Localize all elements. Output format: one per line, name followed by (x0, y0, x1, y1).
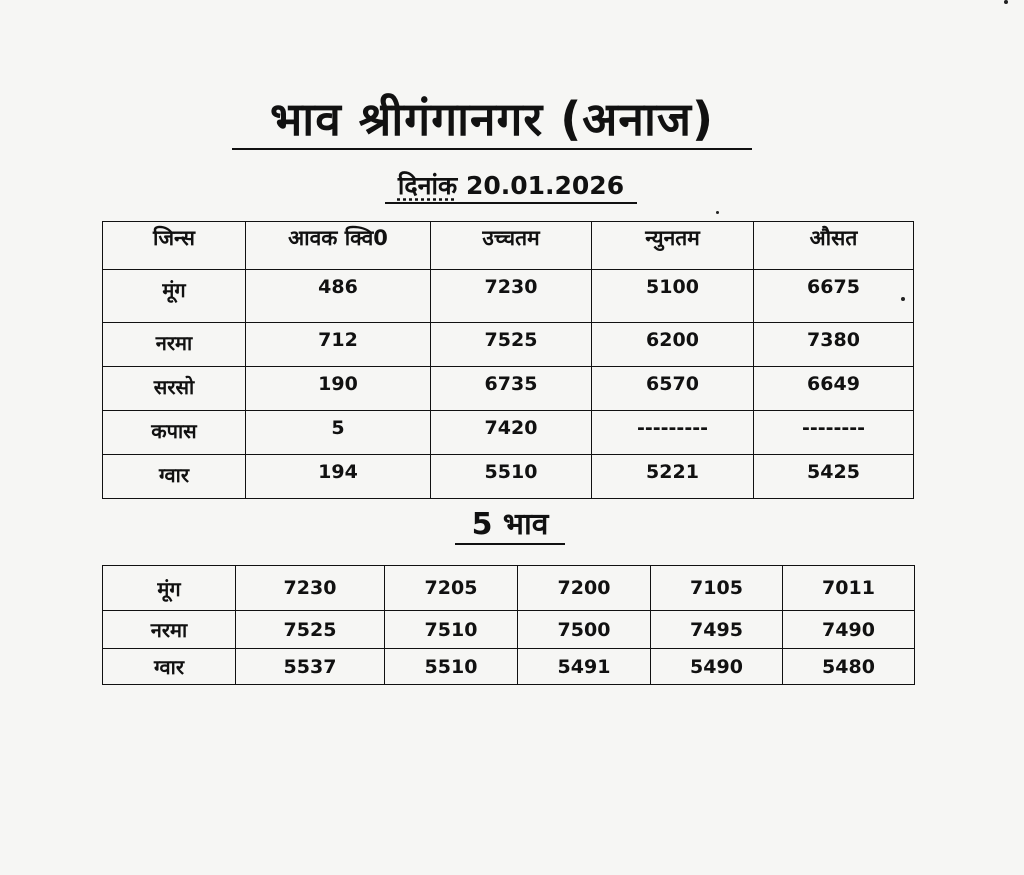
row-crop: मूंग (103, 270, 246, 323)
row-crop: कपास (103, 411, 246, 455)
row-lowest: --------- (592, 411, 754, 455)
rate-cell: 7105 (651, 566, 783, 611)
row-highest: 5510 (431, 455, 592, 499)
table-header-row (103, 222, 914, 270)
date-label: दिनांक (397, 171, 458, 200)
row-highest: 7525 (431, 323, 592, 367)
row-lowest: 6200 (592, 323, 754, 367)
print-speck (1004, 0, 1008, 4)
row-crop: ग्वार (103, 649, 236, 685)
table-row (103, 411, 914, 455)
rate-cell: 7490 (783, 611, 915, 649)
table-row (103, 367, 914, 411)
date-value: 20.01.2026 (465, 171, 625, 200)
row-arrival: 190 (246, 367, 431, 411)
print-speck (901, 297, 905, 301)
row-average: 6649 (754, 367, 914, 411)
row-arrival: 486 (246, 270, 431, 323)
header-arrival: आवक क्वि0 (246, 222, 431, 270)
rate-cell: 7495 (651, 611, 783, 649)
date-line (385, 170, 637, 204)
rate-cell: 7200 (518, 566, 651, 611)
rate-cell: 5480 (783, 649, 915, 685)
row-lowest: 6570 (592, 367, 754, 411)
page-title: भाव श्रीगंगानगर (अनाज) (232, 92, 752, 150)
table-row (103, 455, 914, 499)
rate-cell: 7525 (236, 611, 385, 649)
row-average: 5425 (754, 455, 914, 499)
header-average: औसत (754, 222, 914, 270)
rates-table (102, 221, 914, 499)
row-highest: 7230 (431, 270, 592, 323)
row-arrival: 5 (246, 411, 431, 455)
row-arrival: 194 (246, 455, 431, 499)
row-crop: नरमा (103, 611, 236, 649)
row-average: -------- (754, 411, 914, 455)
rate-cell: 7230 (236, 566, 385, 611)
header-lowest: न्युनतम (592, 222, 754, 270)
rate-cell: 7205 (385, 566, 518, 611)
table-row (103, 323, 914, 367)
row-lowest: 5221 (592, 455, 754, 499)
rate-cell: 5537 (236, 649, 385, 685)
rate-cell: 5510 (385, 649, 518, 685)
row-average: 7380 (754, 323, 914, 367)
rate-cell: 7011 (783, 566, 915, 611)
row-crop: ग्वार (103, 455, 246, 499)
header-commodity: जिन्स (103, 222, 246, 270)
print-speck (716, 211, 719, 214)
rate-cell: 5490 (651, 649, 783, 685)
row-arrival: 712 (246, 323, 431, 367)
row-crop: सरसो (103, 367, 246, 411)
five-rates-table (102, 565, 915, 685)
rate-cell: 5491 (518, 649, 651, 685)
rate-cell: 7500 (518, 611, 651, 649)
row-crop: नरमा (103, 323, 246, 367)
table-row (103, 649, 915, 685)
row-highest: 6735 (431, 367, 592, 411)
header-highest: उच्चतम (431, 222, 592, 270)
table-row (103, 270, 914, 323)
row-lowest: 5100 (592, 270, 754, 323)
row-average: 6675 (754, 270, 914, 323)
five-rates-title: 5 भाव (455, 507, 565, 545)
table-row (103, 566, 915, 611)
row-crop: मूंग (103, 566, 236, 611)
row-highest: 7420 (431, 411, 592, 455)
table-row (103, 611, 915, 649)
rate-cell: 7510 (385, 611, 518, 649)
